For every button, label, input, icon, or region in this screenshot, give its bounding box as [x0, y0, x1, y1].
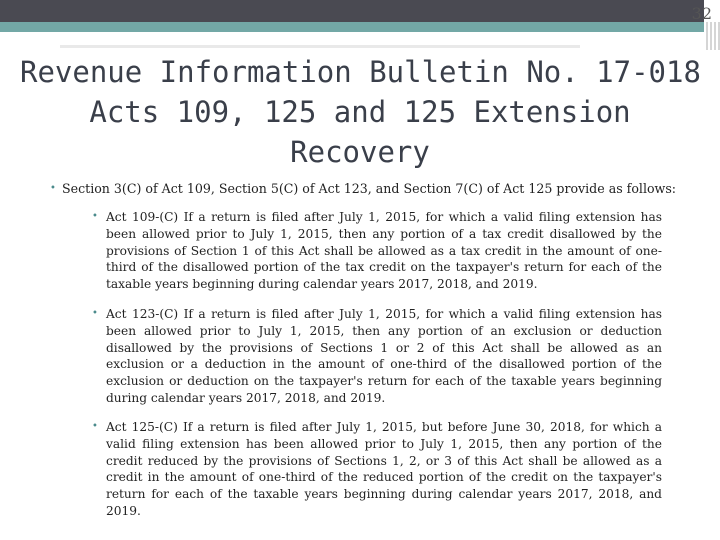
bullet-marker: •: [92, 421, 98, 432]
slide-title-line-1: Revenue Information Bulletin No. 17-018: [20, 55, 701, 89]
header-divider: [60, 45, 580, 48]
sub-bullet-text: Act 123-(C) If a return is filed after July 1, 2015, for which a valid filing extension has been allowed prior to July 1, 2015, then any portion of an exclusion or deduction disallowed by the provisions of Sections 1 or 2 of this Act shall be allowed as an exclusion or a deduction in the amount of one-third of the disallowed portion of the exclusion or deduction on the taxpayer's return for each of the taxable years beginning during calendar years 2017, 2018, and 2019.: [106, 307, 662, 405]
bullet-marker: •: [50, 183, 56, 194]
slide-title-line-3: Recovery: [290, 135, 430, 169]
sub-bullet-act-123: [92, 306, 662, 407]
slide-title-line-2: Acts 109, 125 and 125 Extension: [89, 95, 631, 129]
bullet-marker: •: [92, 308, 98, 319]
main-bullet-text: Section 3(C) of Act 109, Section 5(C) of Act 123, and Section 7(C) of Act 125 provide as follows:: [62, 181, 677, 196]
slide-number: 32: [691, 4, 712, 23]
decorative-stripes: [706, 22, 720, 50]
header-bar: [0, 0, 704, 22]
sub-bullet-act-109: [92, 209, 662, 293]
sub-bullet-text: Act 109-(C) If a return is filed after July 1, 2015, for which a valid filing extension has been allowed prior to July 1, 2015, then any portion of a tax credit disallowed by the provisions of Section 1 of this Act shall be allowed as a tax credit in the amount of one-third of the disallowed portion of the tax credit on the taxpayer's return for each of the taxable years beginning during calendar years 2017, 2018, and 2019.: [106, 210, 662, 292]
slide-title: [20, 52, 700, 172]
main-bullet: [50, 180, 712, 198]
bullet-marker: •: [92, 211, 98, 222]
header-accent-bar: [0, 22, 704, 32]
sub-bullet-text: Act 125-(C) If a return is filed after July 1, 2015, but before June 30, 2018, for which a valid filing extension has been allowed prior to July 1, 2015, then any portion of the credit reduced by the provisions of Sections 1, 2, or 3 of this Act shall be allowed as a credit in the amount of one-third of the reduced portion of the credit on the taxpayer's return for each of the taxable years beginning during calendar years 2017, 2018, and 2019.: [106, 420, 662, 518]
sub-bullet-act-125: [92, 419, 662, 520]
